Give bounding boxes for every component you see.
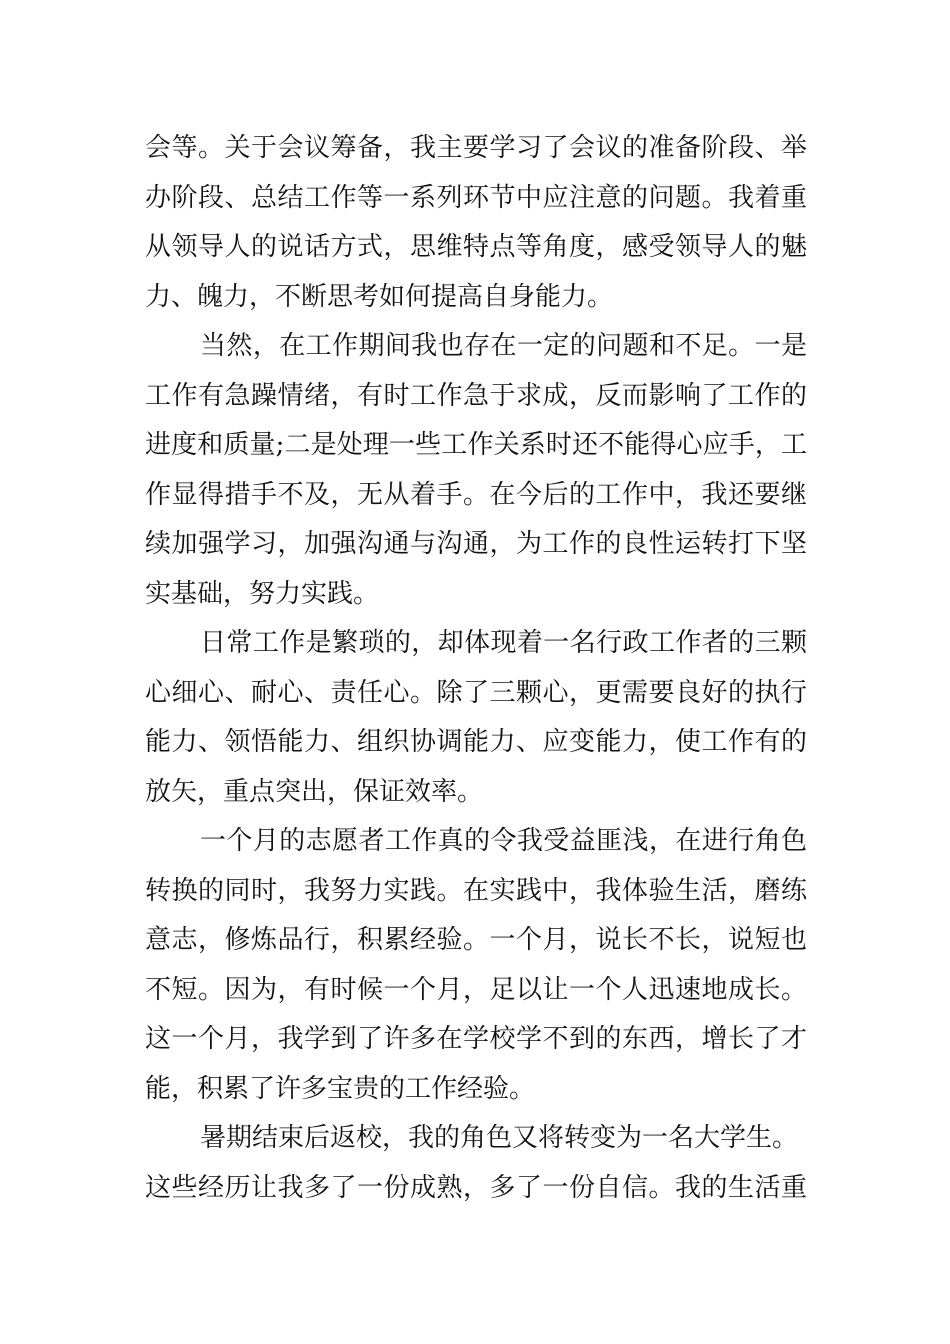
text-line: 作显得措手不及，无从着手。在今后的工作中，我还要继: [145, 479, 807, 510]
text-line: 力、魄力，不断思考如何提高自身能力。: [145, 281, 614, 312]
text-line: 实基础，努力实践。: [145, 578, 380, 609]
document-body: [145, 124, 807, 1213]
text-line: 这一个月，我学到了许多在学校学不到的东西，增长了才: [145, 1024, 807, 1054]
text-line: 心细心、耐心、责任心。除了三颗心，更需要良好的执行: [145, 677, 807, 708]
text-line: 会等。关于会议筹备，我主要学习了会议的准备阶段、举: [145, 133, 807, 163]
text-line: 转换的同时，我努力实践。在实践中，我体验生活，磨练: [145, 875, 807, 906]
text-line: 放矢，重点突出，保证效率。: [145, 776, 484, 807]
text-line: 办阶段、总结工作等一系列环节中应注意的问题。我着重: [145, 182, 807, 213]
text-line: 这些经历让我多了一份成熟，多了一份自信。我的生活重: [145, 1172, 807, 1203]
text-line: 进度和质量;二是处理一些工作关系时还不能得心应手，工: [145, 430, 807, 460]
text-line: 从领导人的说话方式，思维特点等角度，感受领导人的魅: [145, 232, 807, 262]
paragraph-first-line: 当然，在工作期间我也存在一定的问题和不足。一是: [200, 331, 807, 361]
text-line: 能，积累了许多宝贵的工作经验。: [145, 1073, 536, 1104]
text-line: 不短。因为，有时候一个月，足以让一个人迅速地成长。: [145, 974, 807, 1005]
text-line: 续加强学习，加强沟通与沟通，为工作的良性运转打下坚: [145, 529, 807, 559]
text-line: 工作有急躁情绪，有时工作急于求成，反而影响了工作的: [145, 380, 807, 411]
paragraph-first-line: 一个月的志愿者工作真的令我受益匪浅，在进行角色: [200, 826, 807, 856]
text-line: 能力、领悟能力、组织协调能力、应变能力，使工作有的: [145, 727, 807, 757]
paragraph-first-line: 日常工作是繁琐的，却体现着一名行政工作者的三颗: [200, 628, 807, 658]
text-line: 意志，修炼品行，积累经验。一个月，说长不长，说短也: [145, 925, 807, 955]
paragraph-first-line: 暑期结束后返校，我的角色又将转变为一名大学生。: [200, 1123, 799, 1153]
